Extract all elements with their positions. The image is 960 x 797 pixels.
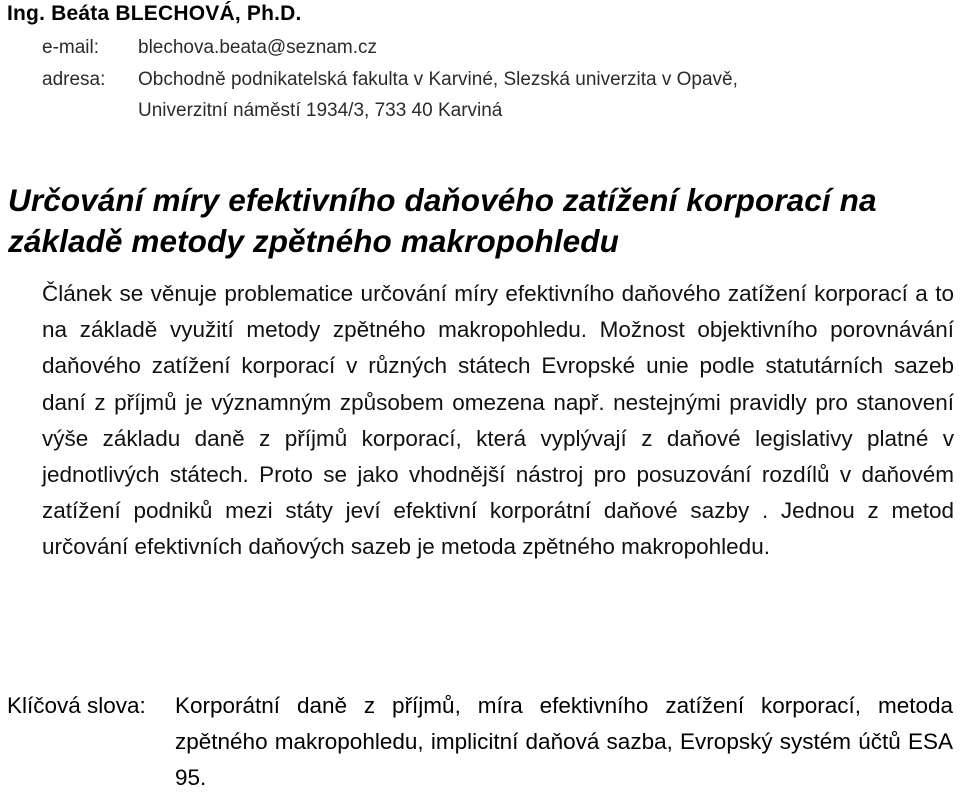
address-label: adresa:	[42, 69, 106, 90]
email-row	[42, 37, 377, 59]
address-line-2: Univerzitní náměstí 1934/3, 733 40 Karviná	[138, 100, 503, 121]
email-value: blechova.beata@seznam.cz	[138, 37, 377, 58]
keywords-label: Klíčová slova:	[7, 693, 146, 718]
address-row	[42, 69, 738, 91]
address-line-1: Obchodně podnikatelská fakulta v Karviné, Slezská univerzita v Opavě,	[138, 69, 738, 90]
article-abstract: Článek se věnuje problematice určování míry efektivního daňového zatížení korporací a to na základě využití metody zpětného makropohledu. Možnost objektivního porovnávání daňového zatížení korporací v různých státech Evropské unie podle statutárních sazeb daní z příjmů je významným způsobem omezena např. nestejnými pravidly pro stanovení výše základu daně z příjmů korporací, která vyplývají z daňové legislativy platné v jednotlivých státech. Proto se jako vhodnější nástroj pro posuzování rozdílů v daňovém zatížení podniků mezi státy jeví efektivní korporátní daňové sazby . Jednou z metod určování efektivních daňových sazeb je metoda zpětného makropohledu.	[42, 281, 954, 560]
article-title: Určování míry efektivního daňového zatížení korporací na základě metody zpětného makropohledu	[8, 182, 877, 259]
email-label: e-mail:	[42, 37, 100, 58]
author-name: Ing. Beáta BLECHOVÁ, Ph.D.	[7, 2, 302, 25]
keywords-text: Korporátní daně z příjmů, míra efektivního zatížení korporací, metoda zpětného makropohledu, implicitní daňová sazba, Evropský systém účtů ESA 95.	[175, 693, 953, 791]
